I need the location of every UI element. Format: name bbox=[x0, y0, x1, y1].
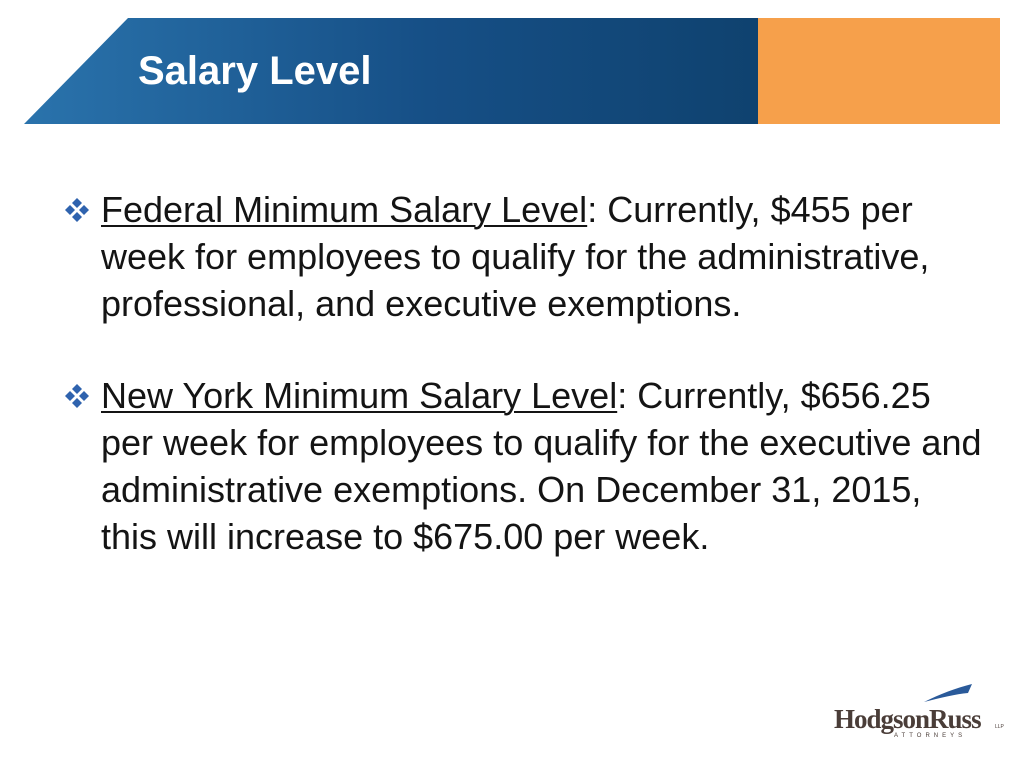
logo-llp: LLP bbox=[995, 724, 1004, 730]
hodgson-russ-logo bbox=[832, 678, 1010, 742]
bullet-text: : Currently, $656.25 per week for employees to qualify for the executive and administrative exemptions. On December 31, 2015, this will increase to $675.00 per week. bbox=[101, 375, 982, 557]
four-diamond-bullet-icon bbox=[62, 197, 92, 223]
bullet-text: : Currently, $455 per week for employees to qualify for the administrative, professional, and executive exemptions. bbox=[101, 189, 930, 324]
bullet-list bbox=[62, 186, 982, 560]
bullet-federal-salary bbox=[62, 186, 982, 327]
bullet-new-york-salary bbox=[62, 372, 982, 560]
slide-title: Salary Level bbox=[138, 49, 372, 93]
four-diamond-bullet-icon bbox=[62, 383, 92, 409]
logo-subtitle: ATTORNEYS bbox=[894, 733, 967, 739]
bullet-term: New York Minimum Salary Level bbox=[101, 375, 618, 416]
title-banner bbox=[24, 18, 1000, 124]
logo-wordmark: HodgsonRuss bbox=[834, 704, 981, 734]
bullet-term: Federal Minimum Salary Level bbox=[101, 189, 588, 230]
